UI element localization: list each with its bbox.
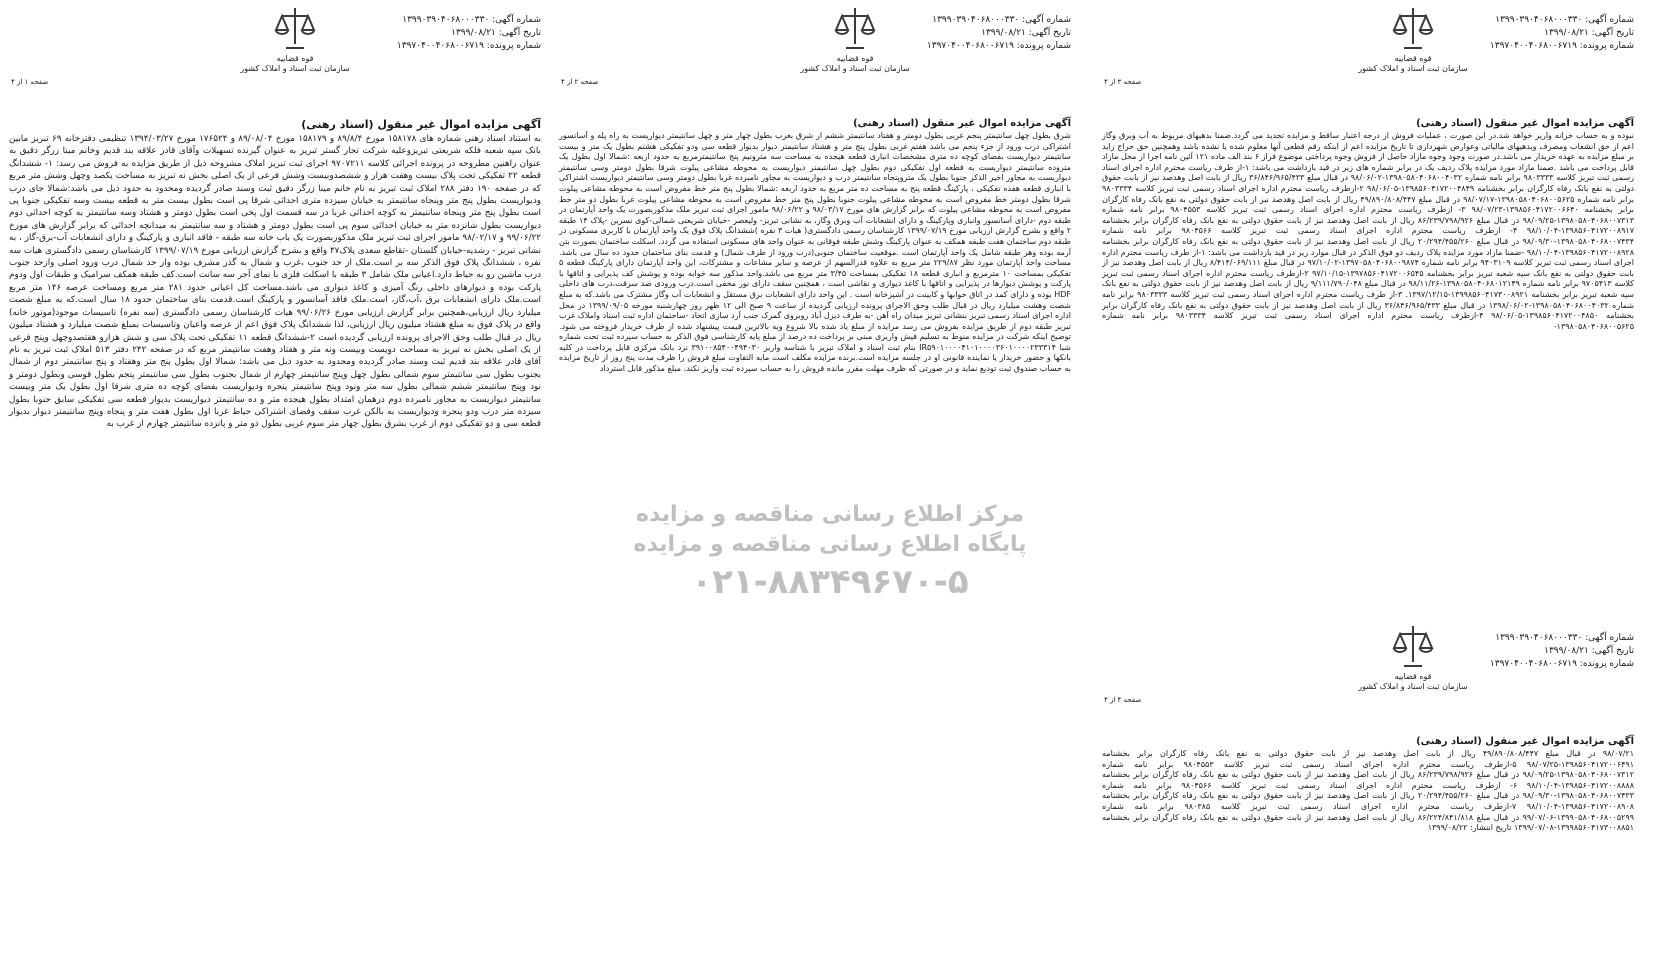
notice-body: ۹۸/۰۷/۲۱ در قبال مبلغ ۴۹/۸۹۰/۸۰۸/۴۴۷ ریال از بابت اصل وهدصد نیز از بابت حقوق دولتی به نفع بانک رفاه کارگران برابر بخشنامه ۱۳۹۸۵۶۰۴۱۷۲۰۰۶۴۹۱-۹۸/۰۷/۲۵ ۵-ازطرف ریاست محترم اداره اجرای اسناد رسمی ثبت تبریز کلاسه ۹۸۰۴۵۵۳ برابر نامه شماره ۱۳۹۸۰۵۸۰۴۰۶۸۰۰۷۳۱۲-۹۸/۰۹/۲۵ در قبال مبلغ ۸۶/۲۳۹/۷۹۸/۹۲۶ ریال از بابت اصل وهدصد نیز از بابت حقوق دولتی به نفع بانک رفاه کارگران برابر بخشنامه ۱۳۹۸۵۶۰۴۱۷۲۰۰۸۸۸۸-۹۸/۱۰/۰۴ ۶- ازطرف ریاست محترم اداره اجرای اسناد رسمی ثبت تبریز کلاسه ۹۸۰۴۵۶۶ برابر نامه شماره ۱۳۹۸۰۵۸۰۴۰۶۸۰۰۷۴۳۳-۹۸/۰۹/۳۰ در قبال مبلغ ۲۰/۲۹۴/۴۵۵/۲۶۰ ریال از بابت اصل وهدصد نیز از بابت حقوق دولتی به نفع بانک رفاه کارگران برابر بخشنامه ۱۳۹۸۵۶۰۴۱۷۲۰۰۸۹۰۸-۹۸/۱۰/۰۴ ۷-ازطرف ریاست محترم اداره اجرای اسناد رسمی ثبت تبریز کلاسه ۹۸۰۳۸۵ برابر نامه شماره ۱۳۹۹۰۵۸۰۴۰۶۸۰۰۵۲۹۹-۹۹/۰۷/۰۶ در قبال مبلغ ۸۶/۲۲۴/۸۴۱/۸۱۸ ریال از بابت اصل وهدصد نیز از بابت حقوق دولتی به نفع بانک رفاه کارگران برابر بخشنامه ۱۳۹۹۸۵۶۰۴۱۷۳۰۰۸۸۵۱-۱۳۹۹/۰۷/۰۸ تاریخ انتشار: ۱۳۹۹/۰۸/۲۲ — [1102, 749, 1635, 833]
judiciary-emblem — [220, 4, 370, 74]
scales-of-justice-emblem-icon — [832, 4, 878, 54]
page-header — [5, 0, 545, 118]
notice-meta — [397, 14, 541, 53]
judiciary-label: قوه قضاییه — [836, 54, 874, 63]
page-label: صفحه ۲ از ۴ — [561, 78, 599, 86]
notice-body: نبوده و به حساب خزانه واریز خواهد شد.در این صورت ، عملیات فروش از درجه اعتبار ساقط و مزایده تجدید می گردد.ضمنا بدهیهای مربوط به آب وبرق وگاز اعم از حق انشعاب ومصرف وبدهیهای مالیاتی وعوارض شهرداری تا تاریخ مزایده اعم از اینکه رقم قطعی آنها معلوم شده یا نشده باشد وهمچنین حق حراج زاید بر مبلغ مزایده به عهده خریدار می باشد.در صورت وجود وجوه مازاد حاصل از فروش وجوه پرداختی موضوع فراز ۶ بند الف ماده ۱۲۱ آئین نامه اجرا از محل مازاد قابل پرداخت می باشد .ضمنا مازاد مورد مزایده پلاک ردیف یک در برابر شماره های زیر در قید بازداشت می باشد: ۱-از طرف ریاست محترم اداره اجرای اسناد رسمی ثبت تبریز کلاسه ۹۸۰۳۳۳۳ برابر نامه شماره ۱۳۹۸۰۵۸۰۴۰۶۸۰۰۴۰۳۲-۹۸/۰۶/۰۲ در قبال مبلغ ۳۶/۸۴۶/۹۶۵/۴۳۳ ریال از بابت اصل وهدصد نیز از بابت حقوق دولتی به نفع بانک رفاه کارگران برابر بخشنامه ۱۳۹۸۵۶۰۴۱۷۲۰۰۴۸۴۹-۹۸/۰۶/۰۵ ۲-ازطرف ریاست محترم اداره اجرای اسناد رسمی ثبت تبریز کلاسه ۹۸۰۳۳۳۴ برابر نامه شماره ۱۳۹۸۰۵۸۰۴۰۶۸۰۰۵۶۲۵-۹۸/۰۷/۱۷ در قبال مبلغ ۴۹/۸۹۰/۸۰۸/۴۴۷ ریال از بابت اصل وهدصد نیز از بابت حقوق دولتی به نفع بانک رفاه کارگران برابر بخشنامه ۱۳۹۸۵۶۰۴۱۷۲۰۰۶۶۴۰-۹۸/۰۷/۲۳ ۳- ازطرف ریاست محترم اداره اجرای اسناد رسمی ثبت تبریز کلاسه ۹۸۰۴۵۵۳ برابر نامه شماره ۱۳۹۸۰۵۸۰۴۰۶۸۰۰۷۳۱۳-۹۸/۰۹/۲۵ در قبال مبلغ ۸۶/۲۳۹/۷۹۸/۹۲۶ ریال از بابت اصل وهدصد نیز از بابت حقوق دولتی به نفع بانک رفاه کارگران برابر بخشنامه ۱۳۹۸۵۶۰۴۱۷۲۰۰۸۹۱۷-۹۸/۱۰/۰۴ ۴- ازطرف ریاست محترم اداره اجرای اسناد رسمی ثبت تبریز کلاسه ۹۸۰۴۵۶۶ برابر نامه شماره ۱۳۹۸۰۵۸۰۴۰۶۸۰۰۷۴۳۴-۹۸/۰۹/۳۰ در قبال مبلغ ۲۰/۲۹۴/۴۵۵/۲۶۰ ریال از بابت اصل وهدصد نیز از بابت حقوق دولتی به نفع بانک رفاه کارگران برابر بخشنامه ۱۳۹۸۵۶۰۴۱۷۲۰۰۸۹۲۸-۹۸/۱۰/۰۴ -ضمنا مازاد مورد مزایده پلاک ردیف دو فوق الذکر در قبال موارد زیر در قید بازداشت می باشد: ۱-از طرف ریاست محترم اداره اجرای اسناد رسمی ثبت تبریز کلاسه ۹۴۰۳۱۰۹ برابر نامه شماره ۱۳۹۷۰۵۸۰۴۰۶۸۰۰۹۸۷۴-۹۷/۱۰/۰۲ در قبال مبلغ ۸/۴۱۴/۰۶۹/۱۱۱ ریال از بابت اصل وهدصد نیز از بابت حقوق دولتی به نفع بانک سپه شعبه تبریز برابر بخشنامه ۱۳۹۷۸۵۶۰۴۱۷۲۰۰۶۵۴۵-۹۷/۱۰/۱۵ ۲-ازطرف ریاست محترم اداره اجرای اسناد رسمی ثبت تبریز کلاسه ۹۷۰۵۴۱۳ برابر نامه شماره ۱۳۹۸۰۵۸۰۴۰۶۸۰۱۲۱۴۹-۹۸/۱۱/۲۶ در قبال مبلغ ۹/۱۱۱/۷۹۰/۰۴۸ ریال از بابت اصل وهدصد نیز از بابت حقوق دولتی به نفع بانک سپه شعبه تبریز برابر بخشنامه ۱۳۹۹۸۵۶۰۴۱۷۳۰۰۸۹۲۱-۱۳۹۷/۱۲/۱۵. ۳-از طرف ریاست محترم اداره اجرای اسناد رسمی ثبت تبریز کلاسه ۹۸۰۳۳۳۳ برابر نامه شماره ۱۳۹۸۰۵۸۰۴۰۶۸۰۰۴۰۳۲-۱۳۹۸/۰۶/۰۲ در قبال مبلغ ۳۶/۸۴۶/۹۶۵/۴۳۳ ریال از بابت اصل وهدصد نیز از بابت حقوق دولتی به نفع بانک رفاه کارگران برابر بخشنامه ۱۳۹۸۵۶۰۴۱۷۲۰۰۴۸۵۰-۹۸/۰۶/۰۵ ۴-ازطرف ریاست محترم اداره اجرای اسناد رسمی ثبت تبریز کلاسه ۹۸۰۳۳۳۴ برابر نامه شماره ۱۳۹۸۰۵۸۰۴۰۶۸۰۰۵۶۲۵- — [1102, 131, 1635, 331]
file-number: شماره پرونده: ۱۳۹۷۰۴۰۰۴۰۶۸۰۰۶۷۱۹ — [926, 41, 1071, 51]
judiciary-label: قوه قضاییه — [276, 54, 314, 63]
notice-title: آگهی مزایده اموال غیر منقول (اسناد رهنی) — [1416, 118, 1634, 129]
page-label: صفحه ۱ از ۴ — [11, 78, 49, 86]
judiciary-label: قوه قضاییه — [1394, 672, 1432, 681]
registration-org-label: سازمان ثبت اسناد و املاک کشور — [240, 64, 350, 73]
notice-page-4 — [1098, 618, 1638, 954]
file-number: شماره پرونده: ۱۳۹۷۰۴۰۰۴۰۶۸۰۰۶۷۱۹ — [1489, 659, 1634, 669]
page-header — [555, 0, 1075, 118]
notice-date: تاریخ آگهی: ۱۳۹۹/۰۸/۲۱ — [981, 28, 1071, 38]
page-header — [1098, 618, 1638, 736]
judiciary-label: قوه قضاییه — [1394, 54, 1432, 63]
notice-page-1 — [5, 0, 545, 640]
judiciary-emblem — [1338, 4, 1488, 74]
notice-number: شماره آگهی: ۱۳۹۹۰۳۹۰۴۰۶۸۰۰۰۳۳۰ — [402, 15, 541, 25]
judiciary-emblem — [1338, 622, 1488, 692]
scales-of-justice-emblem-icon — [1390, 4, 1436, 54]
page-header — [1098, 0, 1638, 118]
judiciary-emblem — [780, 4, 930, 74]
page-label: صفحه ۳ از ۴ — [1104, 78, 1142, 86]
scales-of-justice-emblem-icon — [1390, 622, 1436, 672]
notice-number: شماره آگهی: ۱۳۹۹۰۳۹۰۴۰۶۸۰۰۰۳۳۰ — [1495, 633, 1634, 643]
file-number: شماره پرونده: ۱۳۹۷۰۴۰۰۴۰۶۸۰۰۶۷۱۹ — [396, 41, 541, 51]
notice-meta — [927, 14, 1071, 53]
watermark-line-2: پایگاه اطلاع رسانی مناقصه و مزایده — [633, 532, 1027, 557]
notice-title: آگهی مزایده اموال غیر منقول (اسناد رهنی) — [1416, 736, 1634, 747]
registration-org-label: سازمان ثبت اسناد و املاک کشور — [800, 64, 910, 73]
notice-body: به استناد اسناد رهنی شماره های ۱۵۸۱۷۸ مورخ ۸۹/۸/۴ و ۱۵۸۱۷۹ مورخ ۸۹/۰۸/۰۴ و ۱۷۶۵۲۴ مورخ ۱۳۹۴/۰۳/۲۷ تنظیمی دفترخانه ۶۹ تبریز مابین بانک سپه شعبه فلکه شریعتی تبریزوعلیه شرکت تجار گستر تبریز به عنوان گیرنده تسهیلات وآقای قادر علاقه بند قدیم وخانم مینا زرگر دقیق به عنوان راهنین مطروحه در پرونده اجرائی کلاسه ۹۷۰۷۲۱۱ اجرای ثبت تبریز املاک مشروحه ذیل از طریق مزایده به فروش می رسد: ۱- ششدانگ قطعه ۲۲ تفکیکی تحت پلاک بیست وهفت هزار و ششصدوبیست وشش فرعی از یک اصلی بخش نه تبریز به مساحت یکصد وچهل وشش متر مربع که در صفحه ۱۹۰ دفتر ۲۸۸ املاک ثبت تبریز به نام خانم مینا زرگر دقیق ثبت وسند صادر گردیده ومحدود به حدود ذیل می باشد:شمالا جای درب ودیواریست بطول پنج متر وپنجاه سانتیمتر به خیابان سیزده متری احداثی شرقا پی است بطول بیست متر به قطعه بیست وسه تفکیکی جنوبا پی است بطول پنج متر وپنجاه سانتیمتر به کوچه احداثی غربا در سه قسمت اول پخی است بطول دومتر و هشتاد وسه سانتیمتر به کوچه احداثی دوم دیواریست بطول شانزده متر به خیابان احداثی سوم پی است بطول دومتر و هشتاد و سه سانتیمتر به میدانچه احداثی که برابر گزارش های مورخ ۹۹/۰۶/۲۲ و ۹۸/۰۲/۱۷ مامور اجرای ثبت تبریز ملک مذکوربصورت یک باب خانه سه طبقه - فاقد انباری و پارکینگ و دارای انشعابات آب-برق-گاز ، به نشانی تبریز - رشدیه-خیابان گلستان -تقاطع سعدی پلاک۴۷ واقع و بشرح گزارش ارزیابی مورخ ۱۳۹۹/۰۷/۱۹ کارشناسان رسمی دادگستری هیات سه نفره ، ششدانگ پلاک فوق الذکر سه بر است.ملک از حد جنوب ،غرب و شمال به گذر مشرف بوده واز حد شمال درب ورود اصلی وازحد جنوب درب ماشین رو به حیاط دارد.اعیانی ملک شامل ۳ طبقه با اسکلت فلزی با نمای آجر سه سانت است.کف طبقه همکف سرامیک و طبقات اول ودوم پارکت بوده و دیوارهای داخلی رنگ آمیزی و کاغذ دیواری می باشد.مساحت کل اعیانی حدود ۲۸۱ متر مربع ومساحت عرصه ۱۴۶ متر مربع است.ملک دارای انشعابات برق ،آب،گاز، است.ملک فاقد آسانسور و پارکینگ است.قدمت بنای ساختمان حدود ۱۸ سال است.که به مبلغ شصت میلیارد ریال ارزیابی،همچنین برابر گزارش ارزیابی مورخ ۹۹/۰۶/۲۶ هیات کارشناسان رسمی دادگستری (سه نفره) تاسیسات موجود(موتور خانه) واقع در پلاک فوق به مبلغ هشتاد میلیون ریال ارزیابی، لذا ششدانگ پلاک فوق اعم از عرصه واعیان وتاسیسات بمبلغ شصت میلیارد و هشتاد میلیون ریال در قبال طلب وحق الاجرای پرونده ارزیابی گردیده است ۲-ششدانگ قطعه ۱۱ تفکیکی تحت پلاک سی و شش هزارو هفتصدوچهل وپنج فرعی از یک اصلی بخش نه تبریز به مساحت دویست وبیست ونه متر و هفتاد وهفت سانتیمتر مربع که در صفحه ۲۴۲ دفتر ۵۱۳ املاک ثبت تبریز به نام آقای قادر علاقه بند قدیم ثبت وسند صادر گردیده ومحدود به حدود ذیل می باشد: شمالا اول بطول پنج متر وهفتاد و پنج سانتیمتر دوم از شمال بجنوب بطول سی سانتیمتر سوم شمالی بطول چهل وپنج سانتیمتر چهارم از شمال بجنوب بطول سی سانتیمتر پنجم بطول قوسی وبطول دومتر و نود وپنج سانتیمتر ششم شمالی بطول سه متر ونود وپنج سانتیمتر پنجره ودیواریست بفضای کوچه ده متری شرقا اول بطول یک متر وبیست سانتیمتر دیواریست به مجاور نامبرده دوم درهمان امتداد بطول هیجده متر و ده سانتیمتر دیواریست بدیوار قطعه سی تفکیکی سابق جنوبا بطول سیزده متر درب ودو پنجره ودیواریست به بالکن غرب سقف وفضای اشتراکی حیاط غربا اول بطول هفت متر و پنجاه وپنج سانتیمتر دیوار بدیوار قطعه سی و دو تفکیکی دوم از غرب بشرق بطول چهار متر سوم غربی بطول دو متر و پانزده سانتیمتر چهارم از غرب به — [9, 134, 542, 430]
notice-number: شماره آگهی: ۱۳۹۹۰۳۹۰۴۰۶۸۰۰۰۳۳۰ — [1495, 15, 1634, 25]
notice-page-3 — [1098, 0, 1638, 560]
file-number: شماره پرونده: ۱۳۹۷۰۴۰۰۴۰۶۸۰۰۶۷۱۹ — [1489, 41, 1634, 51]
notice-date: تاریخ آگهی: ۱۳۹۹/۰۸/۲۱ — [1544, 646, 1634, 656]
notice-meta — [1490, 14, 1634, 53]
notice-title: آگهی مزایده اموال غیر منقول (اسناد رهنی) — [853, 118, 1071, 129]
registration-org-label: سازمان ثبت اسناد و املاک کشور — [1358, 64, 1468, 73]
watermark — [620, 500, 1040, 604]
page-label: صفحه ۴ از ۴ — [1104, 696, 1142, 704]
notice-date: تاریخ آگهی: ۱۳۹۹/۰۸/۲۱ — [451, 28, 541, 38]
notice-page-2 — [555, 0, 1075, 560]
registration-org-label: سازمان ثبت اسناد و املاک کشور — [1358, 682, 1468, 691]
watermark-line-1: مرکز اطلاع رسانی مناقصه و مزایده — [636, 502, 1024, 527]
notice-date: تاریخ آگهی: ۱۳۹۹/۰۸/۲۱ — [1544, 28, 1634, 38]
notice-title: آگهی مزایده اموال غیر منقول (اسناد رهنی) — [301, 118, 541, 131]
notice-number: شماره آگهی: ۱۳۹۹۰۳۹۰۴۰۶۸۰۰۰۳۳۰ — [932, 15, 1071, 25]
notice-meta — [1490, 632, 1634, 671]
notice-body: شرق بطول چهل سانتیمتر پنجم غربی بطول دومتر و هفتاد سانتیمتر ششم از شرق بغرب بطول چهار متر و چهل سانتیمتر دیواریست به راه پله و آسانسور اشتراکی درب ورود از جزء پنجم می باشد هفتم غربی بطول پنج متر و هشتاد سانتیمتر دیوار بدیوار قطعه سی ودو تفکیکی هشتم بطول یک متر و بیست سانتیمتر دیواریست بفضای کوچه ده متری مشخصات انباری قطعه هیجده به مساحت سه مترونیم پنج سانتیمترمربع به حدود اربعه :شمالا اول بطول یک متروده سانتیمتر دیواریست به قطعه اول تفکیکی دوم بطول چهل سانتیمتر دیواریست به محوطه مشاعی پیلوت شرقا بطول دومتر وسی سانتیمتر دیواریست به مجاور اخیر الذکر جنوبا بطول یک متروپنجاه سانتیمتر درب و دیواریست به مجاور نامبرده غربا بطول دومتر وسی سانتیمتر دیواریست اشتراکی با انباری قطعه هفده تفکیکی ، پارکینگ قطعه پنج به مساحت ده متر مربع به حدود اربعه :شمالا بطول پنج متر خط مفروض است به محوطه مشاعی پیلوت شرقا بطول دومتر خط مفروض است به محوطه مشاعی پیلوت جنوبا بطول پنج متر خط مفروض است به محوطه مشاعی پیلوت غربا بطول دو متر خط مفروض است به محوطه مشاعی پیلوت که برابر گزارش های مورخ ۹۸/۰۳/۱۷ و ۹۸/۰۶/۲۲ مامور اجرای ثبت تبریز ملک مذکوربصورت یک واحد آپارتمان در طبقه دوم -دارای آسانسور وانباری وپارکینگ و دارای انشعابات آب وبرق وگاز، به نشانی تبریز- ولیعصر -خیابان شریعتی شمالی-کوی نسرین -پلاک ۱۴ طبقه ۲ واقع و بشرح گزارش ارزیابی مورخ ۱۳۹۹/۰۷/۱۹ کارشناسان رسمی دادگستری( هیات ۳ نفره )ششدانگ پلاک فوق یک واحد آپارتمان با کاربری مسکونی در طبقه دوم ساختمان هفت طبقه همکف به عنوان پارکینگ وشش طبقه فوقانی به عنوان واحد های مسکونی استفاده می گردد. اسکلت ساختمان بصورت بتن آرمه بوده وهر طبقه شامل یک واحد آپارتمان است .موقعیت ساختمان جنوبی(درب ورود از طرف شمال) و قدمت بنای ساختمان حدود ده سال می باشد. مساحت واحد آپارتمان مورد نظر ۲۲۹/۸۷ متر مربع به علاوه قدرالسهم از عرصه و سایر مشاعات و مشترکات، این واحد آپارتمان دارای پارکینگ قطعه ۵ تفکیکی بمساحت ۱۰ مترمربع و انباری قطعه ۱۸ تفکیکی بمساحت ۳/۴۵ متر مربع می باشد.واحد مذکور سه خوابه بوده و پوشش کف پذیرایی و اتاقها با پارکت و پوشش دیوارها در پذیرایی و اتاقها با کاغذ دیواری و نقاشی است ، همچنین سقف دارای نور مخفی است.درب ورودی ضد سرقت،درب های داخلی HDF بوده و دارای کمد در اتاق خوابها و کابینت در آشپزخانه است . این واحد دارای انشعابات برق مستقل و انشعابات آب وگاز مشترک می باشد.که به مبلغ شصت وهشت میلیارد ریال در قبال طلب وحق الاجرای پرونده ارزیابی گردیده از ساعت ۹ صبح الی ۱۲ ظهر روز چهارشنبه مورخه ۱۳۹۹/۰۹/۰۵ در محل اداره اجرای اسناد رسمی تبریز بنشانی تبریز میدان راه آهن -به طرف دیزل آباد روبروی گمرک جنب آرد سازی اتحاد -ساختمان اداره ثبت اسناد واملاک غرب تبریز طبقه دوم از طریق مزایده بفروش می رسد مزایده از مبلغ یاد شده بالا شروع وبه بالاترین قیمت پیشنهاد شده از طرف خریدار فروخته می شود. توضیح اینکه شرکت در مزایده منوط به تسلیم فیش واریزی مبنی بر پرداخت ده درصد از مبلغ پایه کارشناسی فوق الذکر به حساب سپرده ثبت تحت شماره شبا IR۵۹۰۱۰۰۰۰۴۱۰۱۰۰۰۰۳۶۰۱۰۰۰۰۲۳۳۳۱۴ بنام ثبت اسناد و املاک تبریز با شناسه واریز ۳۹۱۰۰۸۵۴۰۰۴۹۴۰۳۰ نزد بانک مرکزی قابل پرداخت در کلیه بانکها و حضور خریدار یا نماینده قانونی او در جلسه مزایده است.برنده مزایده مکلف است مابه التفاوت مبلغ فروش را ظرف مدت پنج روز از تاریخ مزایده به حساب صندوق ثبت تودیع نماید و در صورتی که ظرف مهلت مقرر مانده فروش را به حساب سپرده ثبت واریز نکند، مبلغ مذکور قابل استرداد — [559, 131, 1072, 374]
scales-of-justice-emblem-icon — [272, 4, 318, 54]
watermark-phone: ۰۲۱-۸۸۳۴۹۶۷۰-۵ — [691, 562, 969, 602]
